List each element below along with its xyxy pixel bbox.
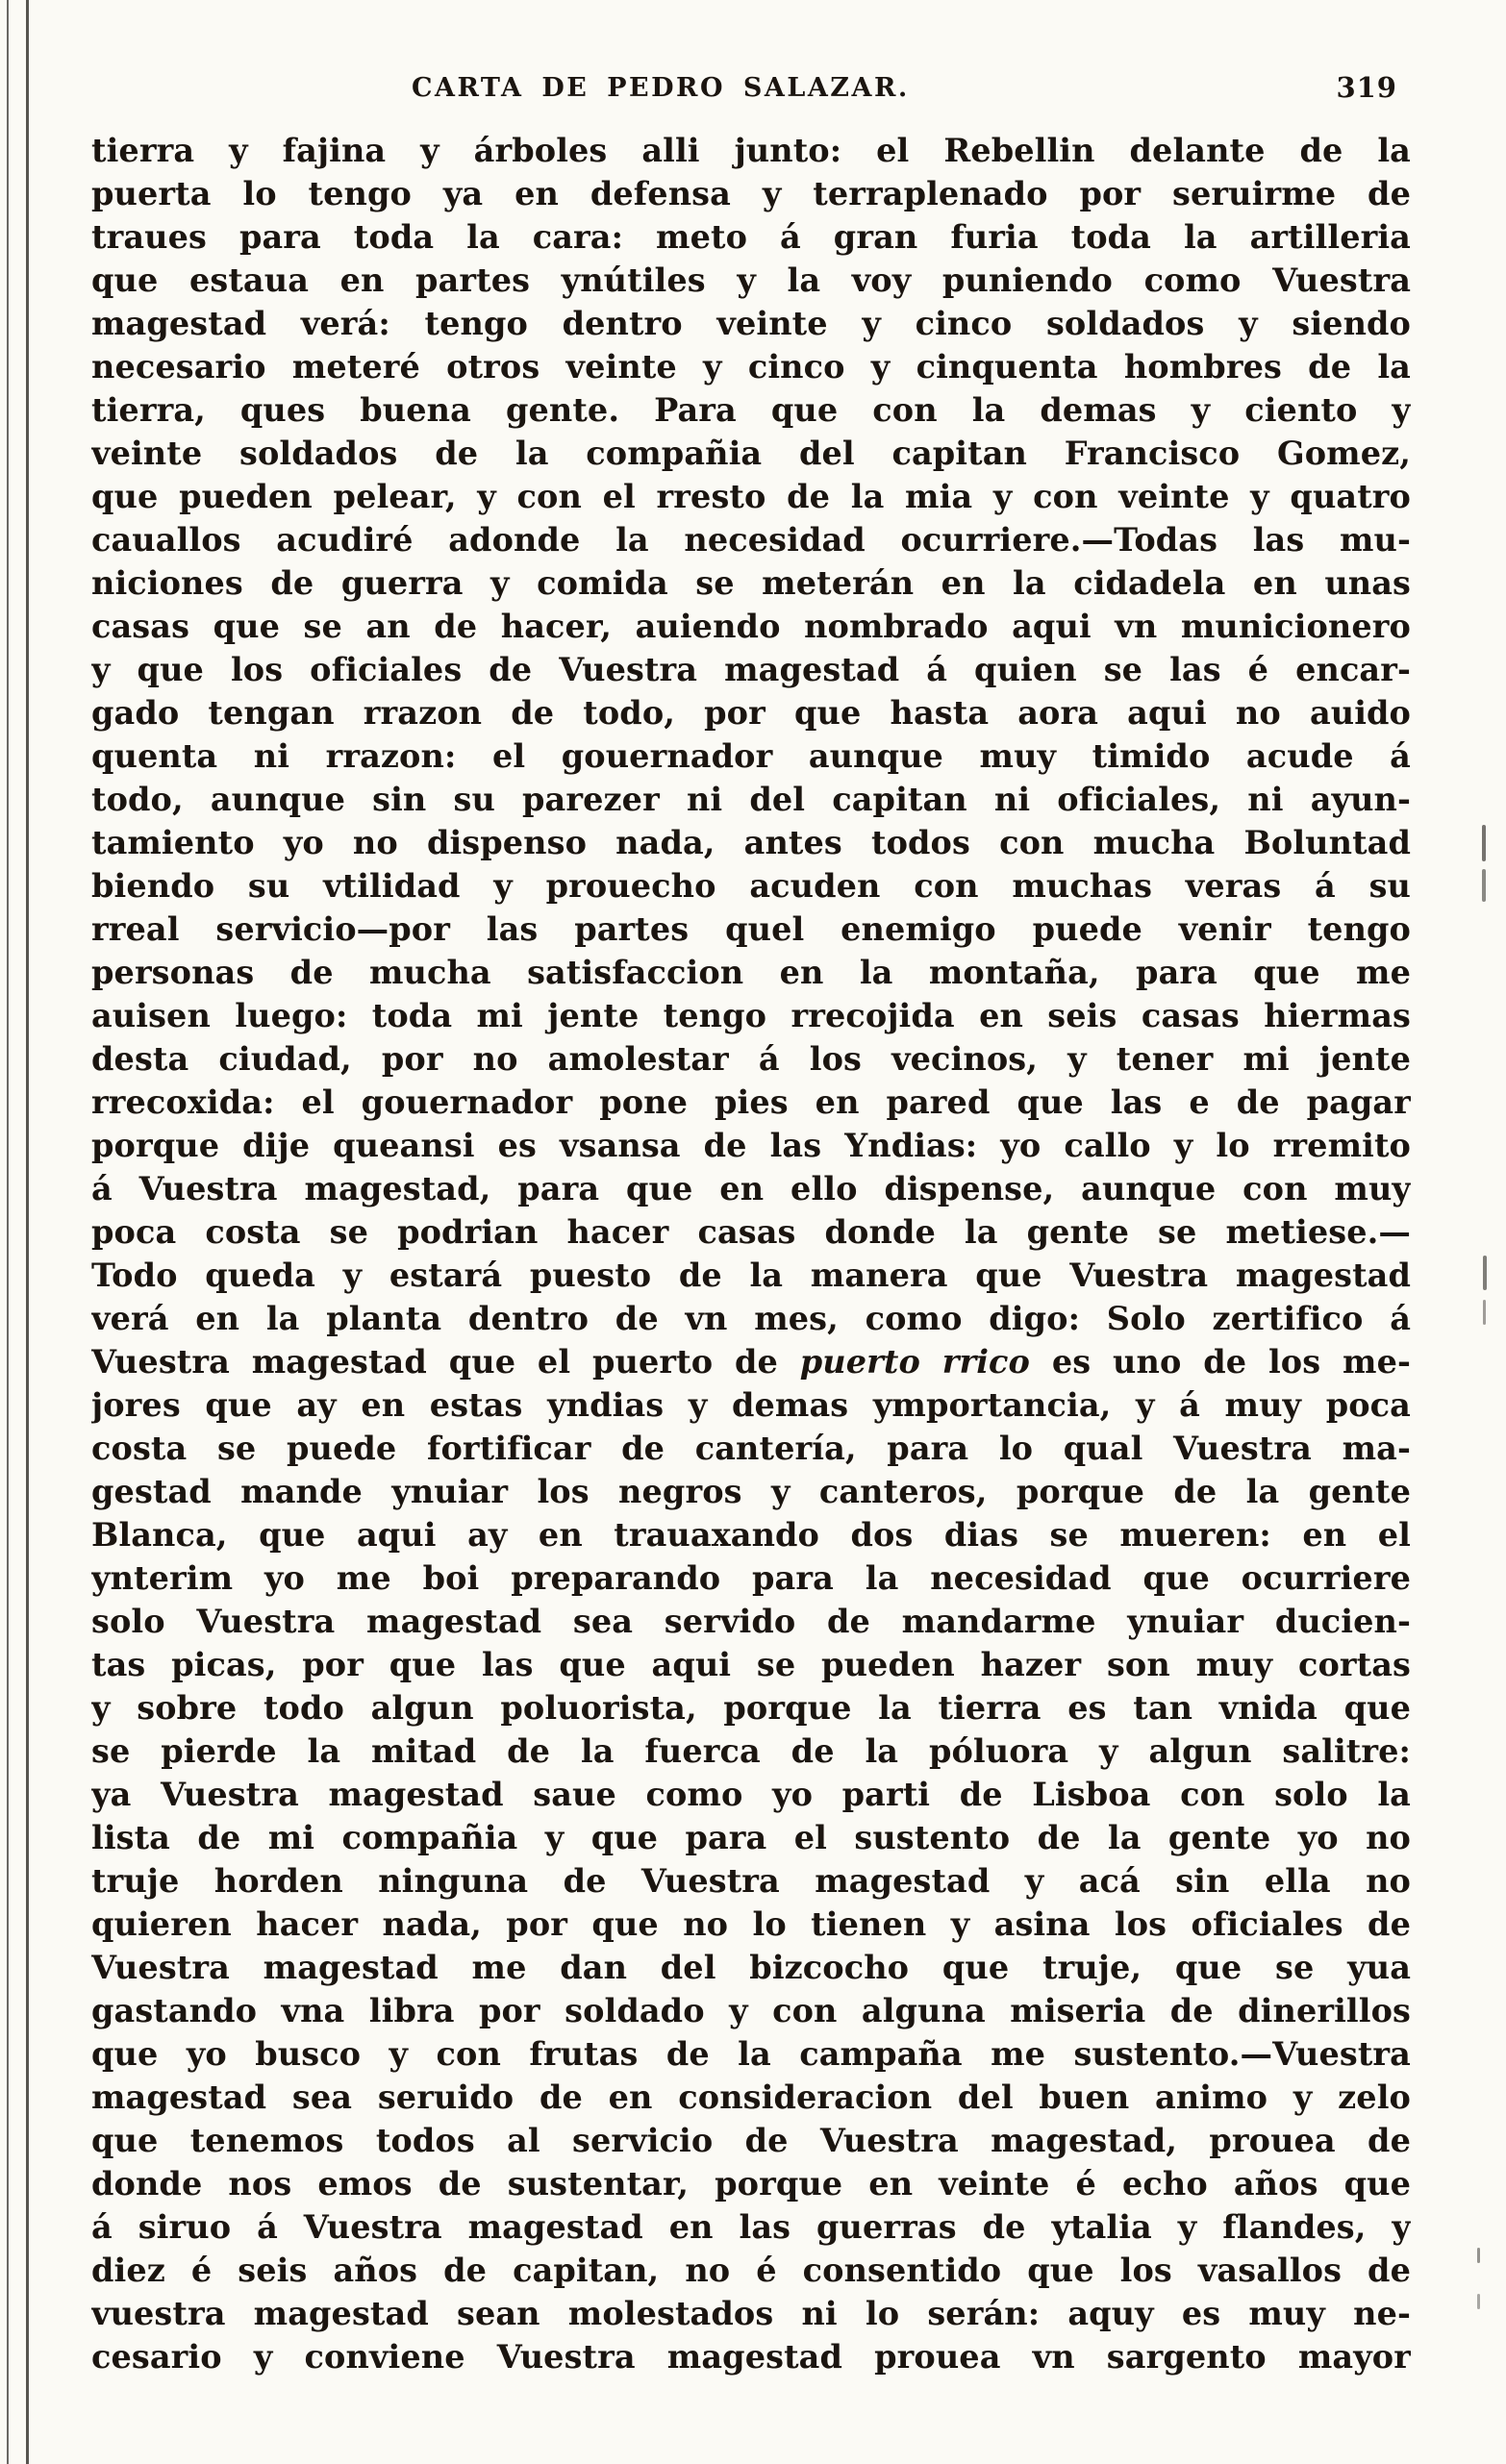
- text-line: rreal servicio—por las partes quel enemigo puede venir tengo: [91, 910, 1411, 948]
- text-line: que tenemos todos al servicio de Vuestra magestad, prouea de: [91, 2122, 1411, 2159]
- text-line: gastando vna libra por soldado y con alguna miseria de dinerillos: [91, 1992, 1411, 2029]
- text-line: ynterim yo me boi preparando para la necesidad que ocurriere: [91, 1559, 1411, 1597]
- text-line: todo, aunque sin su parezer ni del capitan ni oficiales, ni ayun-: [91, 781, 1411, 818]
- page-header: [91, 73, 1411, 117]
- text-line: casas que se an de hacer, auiendo nombrado aqui vn municionero: [91, 608, 1411, 645]
- text-line: puerta lo tengo ya en defensa y terraplenado por seruirme de: [91, 175, 1411, 212]
- text-line: diez é seis años de capitan, no é consentido que los vasallos de: [91, 2252, 1411, 2289]
- text-line: que estaua en partes ynútiles y la voy puniendo como Vuestra: [91, 261, 1411, 299]
- text-line: solo Vuestra magestad sea servido de mandarme ynuiar ducien-: [91, 1603, 1411, 1640]
- text-line: porque dije queansi es vsansa de las Yndias: yo callo y lo rremito: [91, 1127, 1411, 1164]
- text-line: á Vuestra magestad, para que en ello dispense, aunque con muy: [91, 1170, 1411, 1207]
- scan-edge-mark: [1477, 2294, 1480, 2309]
- text-line: que yo busco y con frutas de la campaña me sustento.—Vuestra: [91, 2035, 1411, 2073]
- text-line: veinte soldados de la compañia del capitan Francisco Gomez,: [91, 435, 1411, 472]
- text-line: donde nos emos de sustentar, porque en veinte é echo años que: [91, 2165, 1411, 2203]
- text-line: personas de mucha satisfaccion en la montaña, para que me: [91, 954, 1411, 991]
- text-line: Todo queda y estará puesto de la manera que Vuestra magestad: [91, 1257, 1411, 1294]
- text-line: Blanca, que aqui ay en trauaxando dos dias se mueren: en el: [91, 1516, 1411, 1554]
- text-line: se pierde la mitad de la fuerca de la póluora y algun salitre:: [91, 1732, 1411, 1770]
- text-line: necesario meteré otros veinte y cinco y cinquenta hombres de la: [91, 348, 1411, 386]
- text-line: tierra, ques buena gente. Para que con la demas y ciento y: [91, 391, 1411, 429]
- text-line: vuestra magestad sean molestados ni lo serán: aquy es muy ne-: [91, 2295, 1411, 2332]
- text-line: truje horden ninguna de Vuestra magestad y acá sin ella no: [91, 1862, 1411, 1900]
- text-line: tas picas, por que las que aqui se pueden hazer son muy cortas: [91, 1646, 1411, 1683]
- text-line: quieren hacer nada, por que no lo tienen y asina los oficiales de: [91, 1905, 1411, 1943]
- text-line: costa se puede fortificar de cantería, para lo qual Vuestra ma-: [91, 1430, 1411, 1467]
- text-line: tierra y fajina y árboles alli junto: el Rebellin delante de la: [91, 132, 1411, 169]
- italic-phrase: puerto rrico: [799, 1343, 1031, 1381]
- text-line: lista de mi compañia y que para el sustento de la gente yo no: [91, 1819, 1411, 1856]
- scan-edge-mark: [1482, 825, 1486, 861]
- text-line: jores que ay en estas yndias y demas ymportancia, y á muy poca: [91, 1386, 1411, 1424]
- scan-edge-mark: [1477, 2248, 1480, 2263]
- text-line: auisen luego: toda mi jente tengo rrecojida en seis casas hiermas: [91, 997, 1411, 1034]
- text-line: y que los oficiales de Vuestra magestad á quien se las é encar-: [91, 651, 1411, 688]
- scan-edge-mark: [1482, 869, 1486, 902]
- text-line: Vuestra magestad que el puerto de puerto rrico es uno de los me-: [91, 1343, 1411, 1381]
- text-line: quenta ni rrazon: el gouernador aunque muy timido acude á: [91, 737, 1411, 775]
- text-line: biendo su vtilidad y prouecho acuden con muchas veras á su: [91, 867, 1411, 905]
- text-line: verá en la planta dentro de vn mes, como digo: Solo zertifico á: [91, 1300, 1411, 1337]
- text-line: tamiento yo no dispenso nada, antes todos con mucha Boluntad: [91, 824, 1411, 861]
- text-line: cauallos acudiré adonde la necesidad ocurriere.—Todas las mu-: [91, 521, 1411, 559]
- page-number: 319: [1336, 71, 1397, 104]
- text-line: á siruo á Vuestra magestad en las guerras de ytalia y flandes, y: [91, 2208, 1411, 2246]
- text-line: desta ciudad, por no amolestar á los vecinos, y tener mi jente: [91, 1040, 1411, 1078]
- text-line: gado tengan rrazon de todo, por que hasta aora aqui no auido: [91, 694, 1411, 732]
- running-title: CARTA DE PEDRO SALAZAR.: [412, 73, 910, 103]
- text-line: magestad verá: tengo dentro veinte y cinco soldados y siendo: [91, 305, 1411, 342]
- text-line: rrecoxida: el gouernador pone pies en pared que las e de pagar: [91, 1083, 1411, 1121]
- text-line: magestad sea seruido de en consideracion del buen animo y zelo: [91, 2078, 1411, 2116]
- text-line: niciones de guerra y comida se meterán en la cidadela en unas: [91, 564, 1411, 602]
- text-line: poca costa se podrian hacer casas donde la gente se metiese.—: [91, 1213, 1411, 1251]
- text-line: ya Vuestra magestad saue como yo parti de Lisboa con solo la: [91, 1776, 1411, 1813]
- text-line: cesario y conviene Vuestra magestad prouea vn sargento mayor: [91, 2338, 1411, 2376]
- scan-binding-line: [26, 0, 29, 2464]
- scan-edge-mark: [1483, 1300, 1486, 1325]
- body-text: [91, 129, 1411, 2378]
- text-line: gestad mande ynuiar los negros y canteros, porque de la gente: [91, 1473, 1411, 1510]
- text-line: que pueden pelear, y con el rresto de la mia y con veinte y quatro: [91, 478, 1411, 515]
- text-line: Vuestra magestad me dan del bizcocho que truje, que se yua: [91, 1949, 1411, 1986]
- scan-binding-line: [7, 0, 9, 2464]
- scan-edge-mark: [1483, 1256, 1487, 1290]
- text-line: traues para toda la cara: meto á gran furia toda la artilleria: [91, 218, 1411, 256]
- text-line: y sobre todo algun poluorista, porque la tierra es tan vnida que: [91, 1689, 1411, 1727]
